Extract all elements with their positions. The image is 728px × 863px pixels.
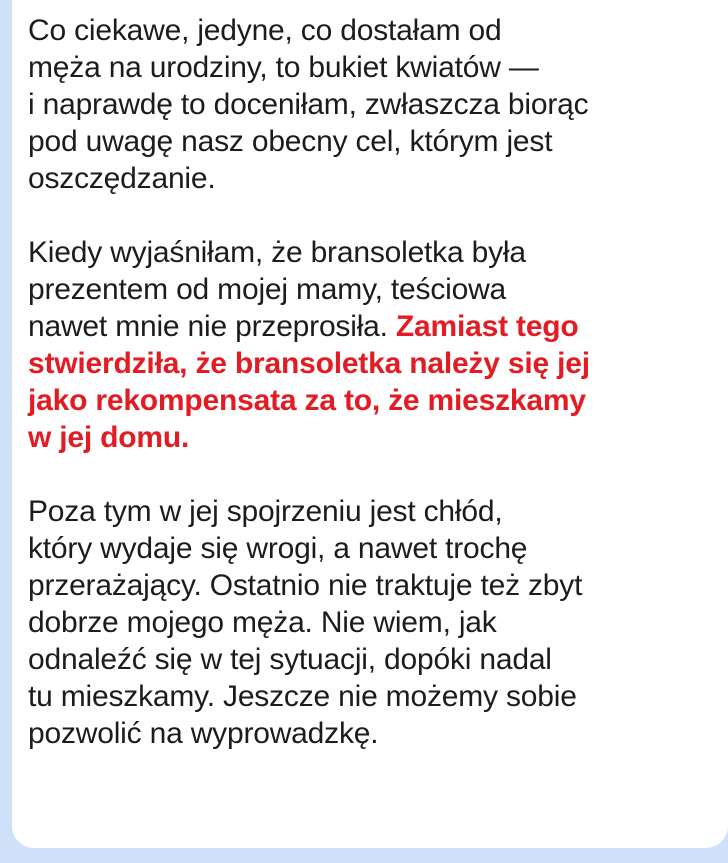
highlighted-text-line: stwierdziła, że bransoletka należy się jej: [28, 347, 590, 380]
text-line: dobrze mojego męża. Nie wiem, jak: [28, 606, 497, 639]
text-line: Co ciekawe, jedyne, co dostałam od: [28, 14, 502, 47]
paragraph-1: [28, 12, 718, 197]
text-line: Kiedy wyjaśniłam, że bransoletka była: [28, 236, 526, 269]
text-line: który wydaje się wrogi, a nawet trochę: [28, 532, 528, 565]
highlighted-text: Zamiast tego: [395, 310, 579, 343]
message-text: [28, 12, 718, 752]
text-line: tu mieszkamy. Jeszcze nie możemy sobie: [28, 680, 577, 713]
text-line: pod uwagę nasz obecny cel, którym jest: [28, 125, 553, 158]
mixed-text-line: [28, 308, 718, 345]
text-segment: nawet mnie nie przeprosiła.: [28, 310, 396, 343]
highlighted-text-line: w jej domu.: [28, 421, 190, 454]
text-line: oszczędzanie.: [28, 162, 216, 195]
paragraph-3: [28, 493, 718, 752]
text-line: męża na urodziny, to bukiet kwiatów —: [28, 51, 539, 84]
text-line: pozwolić na wyprowadzkę.: [28, 717, 379, 750]
text-line: Poza tym w jej spojrzeniu jest chłód,: [28, 495, 503, 528]
paragraph-2: [28, 234, 718, 456]
highlighted-text-line: jako rekompensata za to, że mieszkamy: [28, 384, 586, 417]
text-line: prezentem od mojej mamy, teściowa: [28, 273, 507, 306]
text-line: i naprawdę to doceniłam, zwłaszcza biorąc: [28, 88, 589, 121]
text-line: odnaleźć się w tej sytuacji, dopóki nadal: [28, 643, 552, 676]
text-line: przerażający. Ostatnio nie traktuje też zbyt: [28, 569, 583, 602]
